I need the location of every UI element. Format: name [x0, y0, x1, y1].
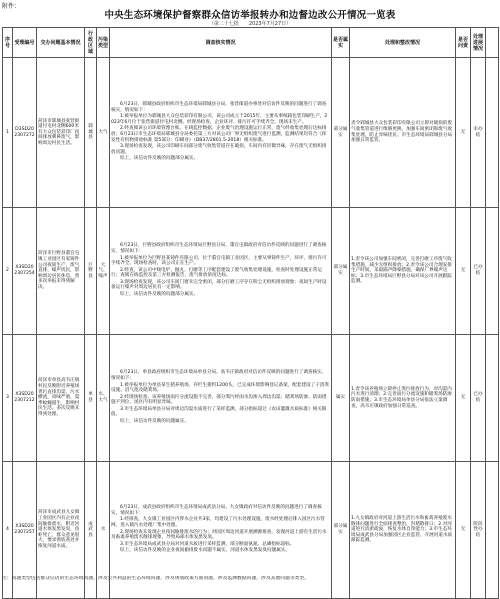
- row-status: 阶段性办结: [471, 462, 486, 599]
- row-report-id: D3SD202307272: [13, 58, 37, 208]
- row-report-content: 菏泽市巨野县董官屯镇工业园区有家铸件公司夜间生产，废气直排，噪声扰民，影响周边居民休息，曾多次举报未得到解决。: [37, 208, 85, 335]
- document-subtitle: （第二十七批 2023年7月27日）: [208, 21, 292, 27]
- row-pollution-type: 水: [97, 462, 110, 599]
- investigation-paragraph: 综上，该信访件反映的问题部分属实。: [120, 292, 199, 298]
- header-accountability: 是否问责: [456, 28, 471, 58]
- row-status: 未办结: [471, 58, 486, 208]
- row-report-id: X3SD202307257: [13, 462, 37, 599]
- row-blank: [486, 208, 499, 335]
- row-district: 成武县: [85, 462, 97, 599]
- investigation-paragraph: 6月23日，郓城县政府组织市生态环境局郓城县分局、张营街道办事处对信访件反映的问题进行了调查核实，情况如下：: [111, 102, 327, 113]
- investigation-paragraph: 2.经现场检查，该养殖场雨污分流设施不完善，部分粪污经雨水沟渗入周边沟渠；储粪场防渗、防雨措施不到位，场区内有明显异味。: [111, 394, 327, 406]
- header-pollution-type: 污染类型: [97, 28, 110, 58]
- investigation-paragraph: 1.被举报单位为巨野县某铸件有限公司，位于董官屯镇工业园区，主要从事铸件生产，环评、排污许可手续齐全。现场检查时，该公司正在生产。: [111, 255, 327, 267]
- row-no: 3: [3, 335, 13, 462]
- row-report-content: 菏泽市单县高韦庄镇村民反映附近养殖场粪污直排沟渠，污水横流，臭味严重，夏季蚊蝇滋生，影响村民生活，多次反映未得到处理。: [37, 335, 85, 462]
- row-investigation: [110, 335, 332, 462]
- header-status: 处理进展情况: [471, 28, 486, 58]
- row-is-true: 部分属实: [332, 462, 350, 599]
- row-blank: [486, 335, 499, 462]
- header-handling: 处理和整改情况: [350, 28, 456, 58]
- row-no: 4: [3, 462, 13, 599]
- row-district: 郓城县: [85, 58, 97, 208]
- row-district: 巨野县: [85, 208, 97, 335]
- investigation-paragraph: 3.市生态环境局单县分局对周边沟渠水质进行了采样监测，部分指标超过《农田灌溉水质标准》相关限值。: [111, 406, 327, 418]
- header-report-content: 交办问题基本情况: [37, 28, 85, 58]
- row-no: 1: [3, 58, 13, 208]
- document-title: 中央生态环境保护督察群众信访举报转办和边督边改公开情况一览表: [104, 10, 396, 21]
- row-district: 单县: [85, 335, 97, 462]
- investigation-paragraph: 6月23日，巨野县政府组织市生态环境局巨野县分局、董官屯镇政府对信访件反映的问题进行了调查核实，情况如下：: [111, 243, 327, 254]
- investigation-paragraph: 综上，该信访件反映的企业夜间偷排废水问题不属实，河道水体发黑发臭问题属实。: [120, 548, 290, 554]
- row-is-true: 部分属实: [332, 58, 350, 208]
- row-handling: 责令郓城县大众包装彩印有限公司立即对破损的废气收集管道进行维修更换，加强车间密闭和废气收集处理，防止异味扰民；市生态环境局郓城县分局加强日常监管。: [350, 58, 456, 208]
- row-accountability: 无: [456, 208, 471, 335]
- investigation-paragraph: 综上，该信访件反映的问题部分属实。: [120, 156, 199, 162]
- header-is-true: 是否属实: [332, 28, 350, 58]
- row-no: 2: [3, 208, 13, 335]
- investigation-paragraph: 1.被举报单位为单县某生猪养殖场，存栏生猪约1200头，已完成环境影响登记备案，配套建设了干清粪设施、沼气池及储粪场。: [111, 382, 330, 394]
- row-handling: 1.九女镇政府对河道上游生活污水和畜禽养殖废水散排问题进行全面排查整治，封堵散排口；2.对河道进行清淤疏浚，恢复水体自净能力；3.市生态环境局成武县分局加强园区企业监管，开展河道水质跟踪监测。: [350, 462, 456, 599]
- investigation-paragraph: 3.现场检查发现，该公司印刷车间部分废气收集管道存在破损，车间内有轻微异味，存在废气无组织排放问题。: [111, 144, 327, 155]
- header-investigation: 调查核实情况: [110, 28, 332, 58]
- row-report-id: X3SD202307254: [13, 208, 37, 335]
- table-row: [3, 208, 499, 335]
- header-blank: [486, 28, 499, 58]
- row-pollution-type: 大气: [97, 58, 110, 208]
- row-is-true: 部分属实: [332, 208, 350, 335]
- row-report-content: 菏泽市成武县九女镇工业园区内有企业夜间偷排废水，附近河道水体发黑发臭，鱼虾死亡，群众意见很大，要求彻底查处并恢复河道水质。: [37, 462, 85, 599]
- investigation-paragraph: 1.被举报单位为郓城县大众包装彩印有限公司，该公司成立于2015年，主要从事纸箱包装印刷生产，2023年6月位于张营街道付屯村北侧。经现场检查，企业环评、排污许可手续齐全，现场未生产。: [111, 114, 328, 125]
- row-blank: [486, 58, 499, 208]
- row-status: 已办结: [471, 335, 486, 462]
- investigation-paragraph: 综上，该信访件反映的问题属实。: [120, 419, 189, 425]
- investigation-paragraph: 3.现场检查发现，该公司车间门窗未完全密闭，部分打磨工序存在粉尘无组织排放现象；夜间生产时设备运行噪声对周边居民有一定影响。: [111, 279, 327, 291]
- disclosure-table: [2, 27, 499, 599]
- row-status: 已办结: [471, 208, 486, 335]
- table-header-row: [3, 28, 499, 58]
- footnote: 注：问题类型包括群众信访的生态环境问题，涉及公共利益的生态环境问题，涉及规划政策方面问题，涉及监测数据问题，涉及其他问题等类型。: [2, 576, 310, 581]
- row-handling: 1.责令该公司加强车间密闭，完善打磨工序废气收集措施，减少无组织排放；2.责令该公司合理安排生产时间，采取隔声降噪措施，确保厂界噪声达标；3.市生态环境局巨野县分局对该公司开展跟踪监测。: [350, 208, 456, 335]
- row-accountability: 无: [456, 335, 471, 462]
- header-district: 行政区域: [85, 28, 97, 58]
- header-no: 序号: [3, 28, 13, 58]
- row-pollution-type: 水、大气: [97, 335, 110, 462]
- header-report-id: 受理编号: [13, 28, 37, 58]
- table-row: [3, 335, 499, 462]
- table-row: [3, 58, 499, 208]
- row-handling: 1.责令该养殖场立即停止粪污排放行为，对沟渠内污水进行清理；2.完善雨污分流设施和储粪场防渗防雨措施；3.市生态环境局单县分局依法立案调查，高韦庄镇政府加强日常巡查。: [350, 335, 456, 462]
- row-is-true: 属实: [332, 335, 350, 462]
- row-report-id: X3SD202307212: [13, 335, 37, 462]
- investigation-paragraph: 2.经查，该公司中频电炉、抛丸、打磨等工序配套建设了废气收集处理设施，检查时处理设施正常运行；查阅在线监控及第三方检测报告，废气排放浓度达标。: [111, 267, 322, 279]
- investigation-paragraph: 2.经查阅该公司环境管理台账、在线监控数据，企业废气治理设施运行正常，废气经收集处理后达标排放；6月23日市生态环境局郓城县分局委托第三方对该公司厂界无组织废气进行监测，监测结果均符合《挥发性有机物排放标准 第5部分：印刷业》（DB37/2801.5-2018）相关标准。: [111, 126, 327, 143]
- row-report-content: 菏泽市郓城县张营街道付屯村北侧600米有大众包装彩印厂夜间排放刺鼻废气，影响周边村民生活。: [37, 58, 85, 208]
- row-investigation: [110, 208, 332, 335]
- investigation-paragraph: 6月23日，单县政府组织市生态环境局单县分局、高韦庄镇政府对信访件反映的问题进行了调查核实，情况如下：: [111, 370, 327, 381]
- investigation-paragraph: 1.经排查，九女镇工业园区内涉水企业共3家，均建设了污水处理设施，废水经处理后排入园区污水管网，进入镇污水处理厂集中处理。: [111, 517, 325, 528]
- row-accountability: 无: [456, 58, 471, 208]
- investigation-paragraph: 3.市生态环境局成武县分局对河道水质进行采样监测，部分断面氨氮、总磷指标超标。: [120, 541, 295, 547]
- attachment-label: 附件：: [2, 3, 21, 10]
- row-investigation: [110, 58, 332, 208]
- row-accountability: 无: [456, 462, 471, 599]
- investigation-paragraph: 6月23日，成武县政府组织市生态环境局成武县分局、九女镇政府对信访件反映的问题进行了调查核实，情况如下：: [111, 505, 322, 516]
- investigation-paragraph: 2.现场检查未发现企业夜间偷排废水的行为；对园区周边河道开展溯源排查，发现河道上游有生活污水及畜禽养殖废水散排现象，导致局部水体发黑发臭。: [111, 529, 327, 541]
- row-pollution-type: 大气、噪声: [97, 208, 110, 335]
